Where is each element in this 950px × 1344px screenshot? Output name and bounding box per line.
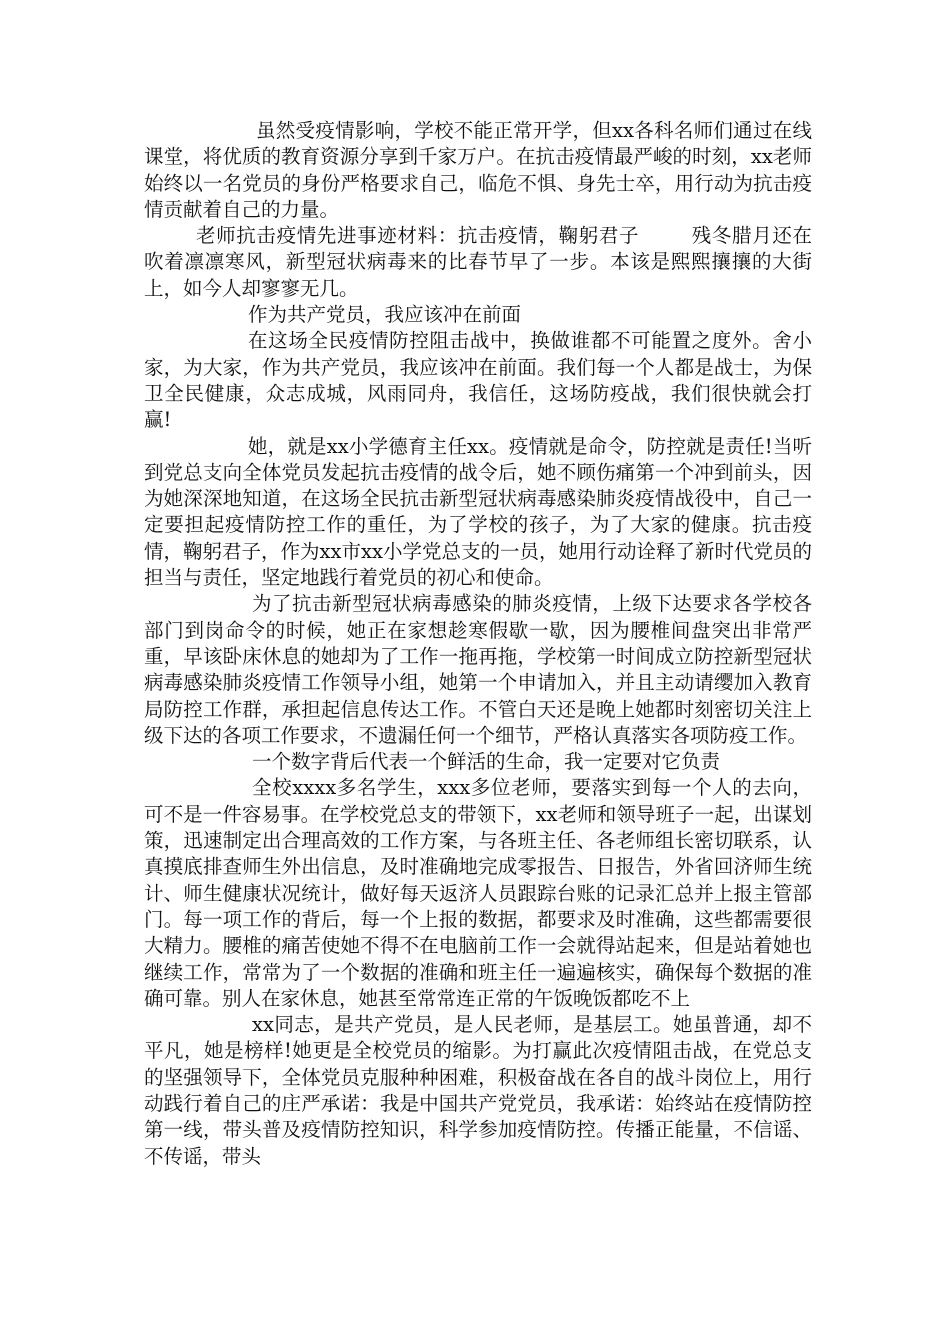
document-body [144,118,812,1170]
paragraph-1: 在这场全民疫情防控阻击战中，换做谁都不可能置之度外。舍小家，为大家，作为共产党员，我应该冲在前面。我们每一个人都是战士，为保卫全民健康，众志成城，风雨同舟，我信任，这场防疫战，我们很快就会打赢! [144,329,812,432]
paragraph-title-line [144,223,812,302]
section-heading-1: 作为共产党员，我应该冲在前面 [248,303,522,327]
paragraph-4: 全校xxxx多名学生，xxx多位老师，要落实到每一个人的去向，可不是一件容易事。在学校党总支的带领下，xx老师和领导班子一起，出谋划策，迅速制定出合理高效的工作方案，与各班主任、各老师组长密切联系，认真摸底排查师生外出信息，及时准确地完成零报告、日报告，外省回济师生统计、师生健康状况统计，做好每天返济人员跟踪台账的记录汇总并上报主管部门。每一项工作的背后，每一个上报的数据，都要求及时准确，这些都需要很大精力。腰椎的痛苦使她不得不在电脑前工作一会就得站起来，但是站着她也继续工作，常常为了一个数据的准确和班主任一遍遍核实，确保每个数据的准确可靠。别人在家休息，她甚至常常连正常的午饭晚饭都吃不上 [144,776,812,1010]
article-title: 老师抗击疫情先进事迹材料：抗击疫情，鞠躬君子 [196,224,640,248]
section-heading-2: 一个数字背后代表一个鲜活的生命，我一定要对它负责 [252,750,721,774]
paragraph-intro: 虽然受疫情影响，学校不能正常开学，但xx各科名师们通过在线课堂，将优质的教育资源分享到千家万户。在抗击疫情最严峻的时刻，xx老师始终以一名党员的身份严格要求自己，临危不惧、身先士卒，用行动为抗击疫情贡献着自己的力量。 [144,119,812,221]
paragraph-2: 她，就是xx小学德育主任xx。疫情就是命令，防控就是责任!当听到党总支向全体党员发起抗击疫情的战令后，她不顾伤痛第一个冲到前头，因为她深深地知道，在这场全民抗击新型冠状病毒感染肺炎疫情战役中，自己一定要担起疫情防控工作的重任，为了学校的孩子，为了大家的健康。抗击疫情，鞠躬君子，作为xx市xx小学党总支的一员，她用行动诠释了新时代党员的担当与责任，坚定地践行着党员的初心和使命。 [144,434,812,590]
article-opening: 残冬腊月还在吹着凛凛寒风，新型冠状病毒来的比春节早了一步。本该是熙熙攘攘的大街上，如今人却寥寥无几。 [144,224,812,300]
paragraph-3: 为了抗击新型冠状病毒感染的肺炎疫情，上级下达要求各学校各部门到岗命令的时候，她正在家想趁寒假歇一歇，因为腰椎间盘突出非常严重，早该卧床休息的她却为了工作一拖再拖，学校第一时间成立防控新型冠状病毒感染肺炎疫情工作领导小组，她第一个申请加入，并且主动请缨加入教育局防控工作群，承担起信息传达工作。不管白天还是晚上她都时刻密切关注上级下达的各项工作要求，不遗漏任何一个细节，严格认真落实各项防疫工作。 [144,592,812,747]
paragraph-5: xx同志，是共产党员，是人民老师，是基层工。她虽普通，却不平凡，她是榜样!她更是全校党员的缩影。为打赢此次疫情阻击战，在党总支的坚强领导下，全体党员克服种种困难，积极奋战在各自的战斗岗位上，用行动践行着自己的庄严承诺：我是中国共产党党员，我承诺：始终站在疫情防控第一线，带头普及疫情防控知识，科学参加疫情防控。传播正能量，不信谣、不传谣，带头 [144,1013,812,1168]
